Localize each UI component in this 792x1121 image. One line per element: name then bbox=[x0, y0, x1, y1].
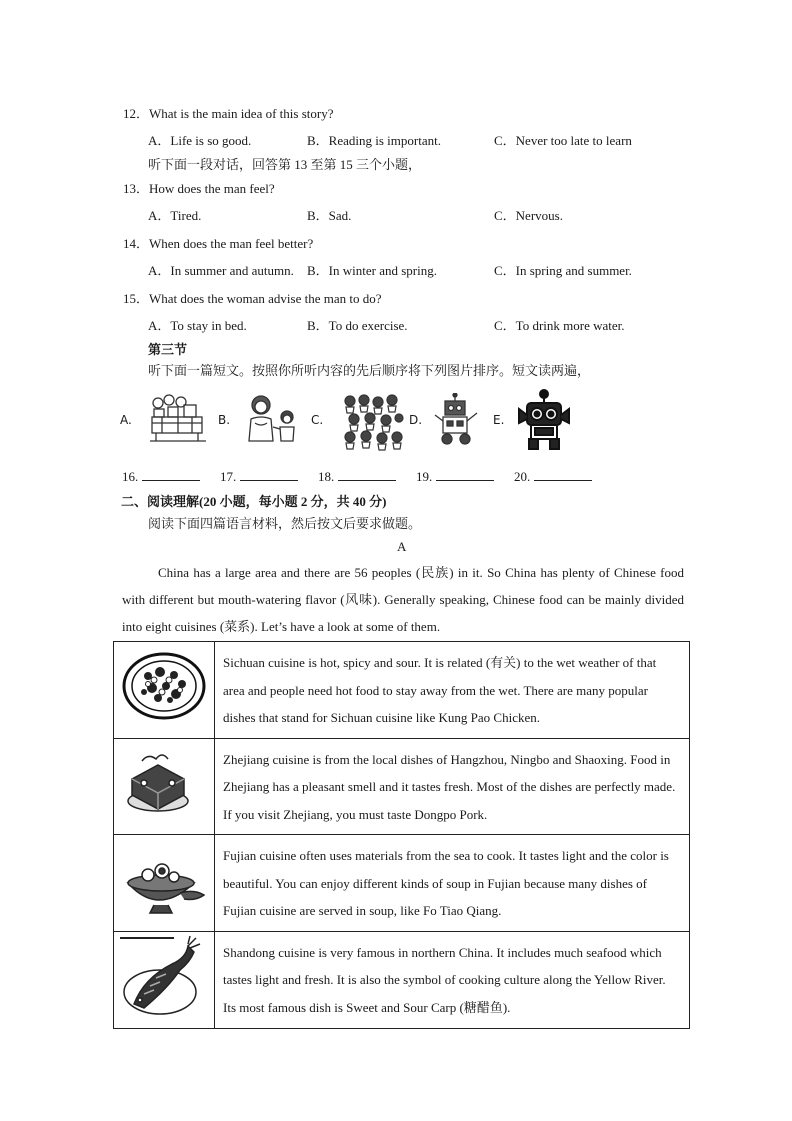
blank-16-label: 16. bbox=[122, 469, 139, 484]
part2-title: 二、阅读理解(20 小题，每小题 2 分，共 40 分) bbox=[121, 494, 387, 509]
zhejiang-image-cell bbox=[114, 738, 215, 835]
table-row bbox=[114, 931, 690, 1028]
instruction-13-15: 听下面一段对话，回答第 13 至第 15 三个小题， bbox=[148, 157, 422, 172]
small-robot-icon bbox=[433, 393, 483, 447]
question-13-stem: 13．How does the man feel? bbox=[123, 181, 275, 196]
question-12-option-c: C．Never too late to learn bbox=[494, 133, 632, 148]
blank-19[interactable] bbox=[436, 468, 494, 481]
soup-bowl-icon bbox=[114, 835, 214, 923]
shandong-image-cell bbox=[114, 931, 215, 1028]
dongpo-pork-icon bbox=[114, 739, 214, 827]
picture-label-b: B. bbox=[218, 413, 231, 427]
blank-17[interactable] bbox=[240, 468, 298, 481]
question-15-option-c: C．To drink more water. bbox=[494, 318, 625, 333]
passage-intro-text: China has a large area and there are 56 peoples (民族) in it. So China has plenty of Chinese food with different but mouth-watering flavor (风味). Generally speaking, Chinese food can be mainly divided into eight cuisines (菜系). Let’s have a look at some of them. bbox=[122, 565, 684, 634]
fujian-cuisine-text: Fujian cuisine often uses materials from the sea to cook. It tastes light and the color is beautiful. You can enjoy different kinds of soup in Fujian because many dishes of Fujian cuisine are served in soup, like Fo Tiao Qiang. bbox=[215, 835, 690, 932]
factory-icon bbox=[148, 393, 208, 445]
question-14-option-a: A．In summer and autumn. bbox=[148, 263, 294, 278]
blank-20-label: 20. bbox=[514, 469, 531, 484]
section3-title: 第三节 bbox=[148, 342, 188, 357]
blank-18-label: 18. bbox=[318, 469, 335, 484]
question-15-option-b: B．To do exercise. bbox=[307, 318, 408, 333]
zhejiang-cuisine-text: Zhejiang cuisine is from the local dishes of Hangzhou, Ningbo and Shaoxing. Food in Zhejiang has a pleasant smell and it tastes fresh. Most of the dishes are perfectly made. If you visit Zhejiang, you must taste Dongpo Pork. bbox=[215, 738, 690, 835]
question-14-option-b: B．In winter and spring. bbox=[307, 263, 437, 278]
blank-17-label: 17. bbox=[220, 469, 237, 484]
sichuan-dish-icon bbox=[114, 642, 214, 730]
picture-label-a: A. bbox=[120, 413, 132, 427]
question-15-stem: 15．What does the woman advise the man to do? bbox=[123, 291, 382, 306]
large-robot-icon bbox=[516, 389, 572, 451]
question-12-stem: 12．What is the main idea of this story? bbox=[123, 106, 334, 121]
fujian-image-cell bbox=[114, 835, 215, 932]
blank-19-label: 19. bbox=[416, 469, 433, 484]
passage-intro bbox=[122, 559, 684, 640]
section3-instruction: 听下面一篇短文。按照你所听内容的先后顺序将下列图片排序。短文读两遍， bbox=[148, 363, 591, 378]
question-12-option-b: B．Reading is important. bbox=[307, 133, 441, 148]
picture-label-e: E. bbox=[493, 413, 505, 427]
crowd-icon bbox=[342, 393, 406, 451]
blank-18[interactable] bbox=[338, 468, 396, 481]
table-row bbox=[114, 738, 690, 835]
picture-label-c: C. bbox=[311, 413, 324, 427]
table-row bbox=[114, 642, 690, 739]
answer-blanks-row bbox=[122, 468, 592, 485]
question-12-option-a: A．Life is so good. bbox=[148, 133, 252, 148]
question-14-stem: 14．When does the man feel better? bbox=[123, 236, 314, 251]
sichuan-cuisine-text: Sichuan cuisine is hot, spicy and sour. It is related (有关) to the wet weather of that area and people need hot food to stay away from the wet. There are many popular dishes that stand for Sichuan cuisine like Kung Pao Chicken. bbox=[215, 642, 690, 739]
table-row bbox=[114, 835, 690, 932]
parent-child-icon bbox=[243, 393, 305, 448]
question-15-option-a: A．To stay in bed. bbox=[148, 318, 247, 333]
passage-label: A bbox=[397, 539, 407, 554]
shandong-cuisine-text: Shandong cuisine is very famous in northern China. It includes much seafood which tastes light and fresh. It is also the symbol of cooking culture along the Yellow River. Its most famous dish is Sweet and Sour Carp (糖醋鱼). bbox=[215, 931, 690, 1028]
cuisine-table bbox=[113, 641, 690, 1029]
sichuan-image-cell bbox=[114, 642, 215, 739]
question-13-option-b: B．Sad. bbox=[307, 208, 352, 223]
blank-20[interactable] bbox=[534, 468, 592, 481]
fish-dish-icon bbox=[114, 932, 214, 1024]
blank-16[interactable] bbox=[142, 468, 200, 481]
question-13-option-a: A．Tired. bbox=[148, 208, 202, 223]
question-13-option-c: C．Nervous. bbox=[494, 208, 563, 223]
picture-label-d: D. bbox=[409, 413, 423, 427]
part2-instruction: 阅读下面四篇语言材料，然后按文后要求做题。 bbox=[148, 516, 422, 531]
question-14-option-c: C．In spring and summer. bbox=[494, 263, 632, 278]
